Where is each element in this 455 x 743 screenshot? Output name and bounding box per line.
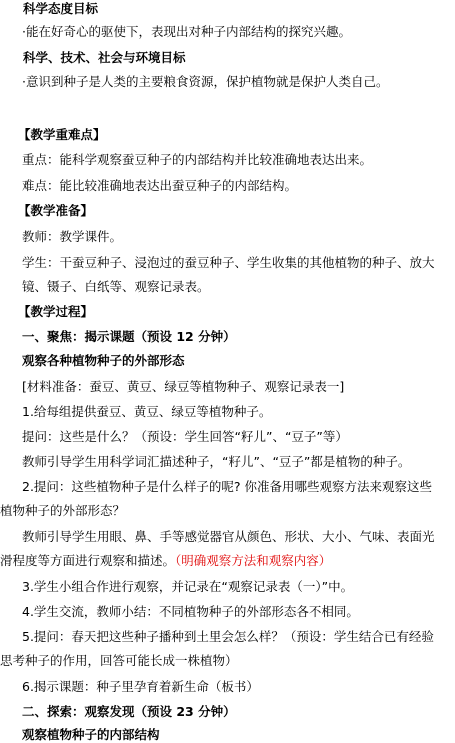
process-item-5-line2: 思考种子的作用，回答可能长成一株植物） xyxy=(0,653,238,668)
process-guide-2-line2 xyxy=(0,552,331,569)
materials-note: [材料准备：蚕豆、黄豆、绿豆等植物种子、观察记录表一] xyxy=(22,379,345,394)
prep-teacher: 教师：教学课件。 xyxy=(22,229,123,244)
process-question-1: 提问：这些是什么？（预设：学生回答“籽儿”、“豆子”等） xyxy=(22,429,348,444)
process-item-2-line2: 植物种子的外部形态？ xyxy=(0,503,126,518)
process-guide-2-text: 滑程度等方面进行观察和描述。 xyxy=(0,553,176,568)
process-item-1: 1.给每组提供蚕豆、黄豆、绿豆等植物种子。 xyxy=(22,404,272,419)
prep-student-line1: 学生：干蚕豆种子、浸泡过的蚕豆种子、学生收集的其他植物的种子、放大 xyxy=(22,255,435,270)
subheading-internal-structure: 观察植物种子的内部结构 xyxy=(22,727,160,742)
process-guide-2-line1: 教师引导学生用眼、鼻、手等感觉器官从颜色、形状、大小、气味、表面光 xyxy=(22,529,435,544)
heading-sts-goal: 科学、技术、社会与环境目标 xyxy=(23,50,186,65)
prep-student-line2: 镜、镊子、白纸等、观察记录表。 xyxy=(22,279,210,294)
heading-science-attitude-goal: 科学态度目标 xyxy=(23,1,99,16)
goal-item-food-resource: ·意识到种子是人类的主要粮食资源，保护植物就是保护人类自己。 xyxy=(22,74,389,89)
goal-item-curiosity: ·能在好奇心的驱使下，表现出对种子内部结构的探究兴趣。 xyxy=(22,24,351,39)
difficult-point-text: 难点：能比较准确地表达出蚕豆种子的内部结构。 xyxy=(22,178,298,193)
highlight-note: （明确观察方法和观察内容） xyxy=(175,553,332,568)
step-heading-focus: 一、聚焦：揭示课题（预设 12 分钟） xyxy=(22,329,236,344)
process-item-5-line1: 5.提问：春天把这些种子播种到土里会怎么样？（预设：学生结合已有经验 xyxy=(22,629,434,644)
key-point-text: 重点：能科学观察蚕豆种子的内部结构并比较准确地表达出来。 xyxy=(22,152,373,167)
section-heading-process: 【教学过程】 xyxy=(18,304,94,319)
process-guide-1: 教师引导学生用科学词汇描述种子，“籽儿”、“豆子”都是植物的种子。 xyxy=(22,454,411,469)
section-heading-preparation: 【教学准备】 xyxy=(18,203,94,218)
process-item-3: 3.学生小组合作进行观察，并记录在“观察记录表（一）”中。 xyxy=(22,579,354,594)
process-item-2-line1: 2.提问：这些植物种子是什么样子的呢? 你准备用哪些观察方法来观察这些 xyxy=(22,479,433,494)
subheading-external-form: 观察各种植物种子的外部形态 xyxy=(22,353,185,368)
section-heading-key-points: 【教学重难点】 xyxy=(18,127,106,142)
process-item-4: 4.学生交流，教师小结：不同植物种子的外部形态各不相同。 xyxy=(22,604,359,619)
step-heading-explore: 二、探索：观察发现（预设 23 分钟） xyxy=(22,704,236,719)
process-item-6: 6.揭示课题：种子里孕育着新生命（板书） xyxy=(22,679,259,694)
